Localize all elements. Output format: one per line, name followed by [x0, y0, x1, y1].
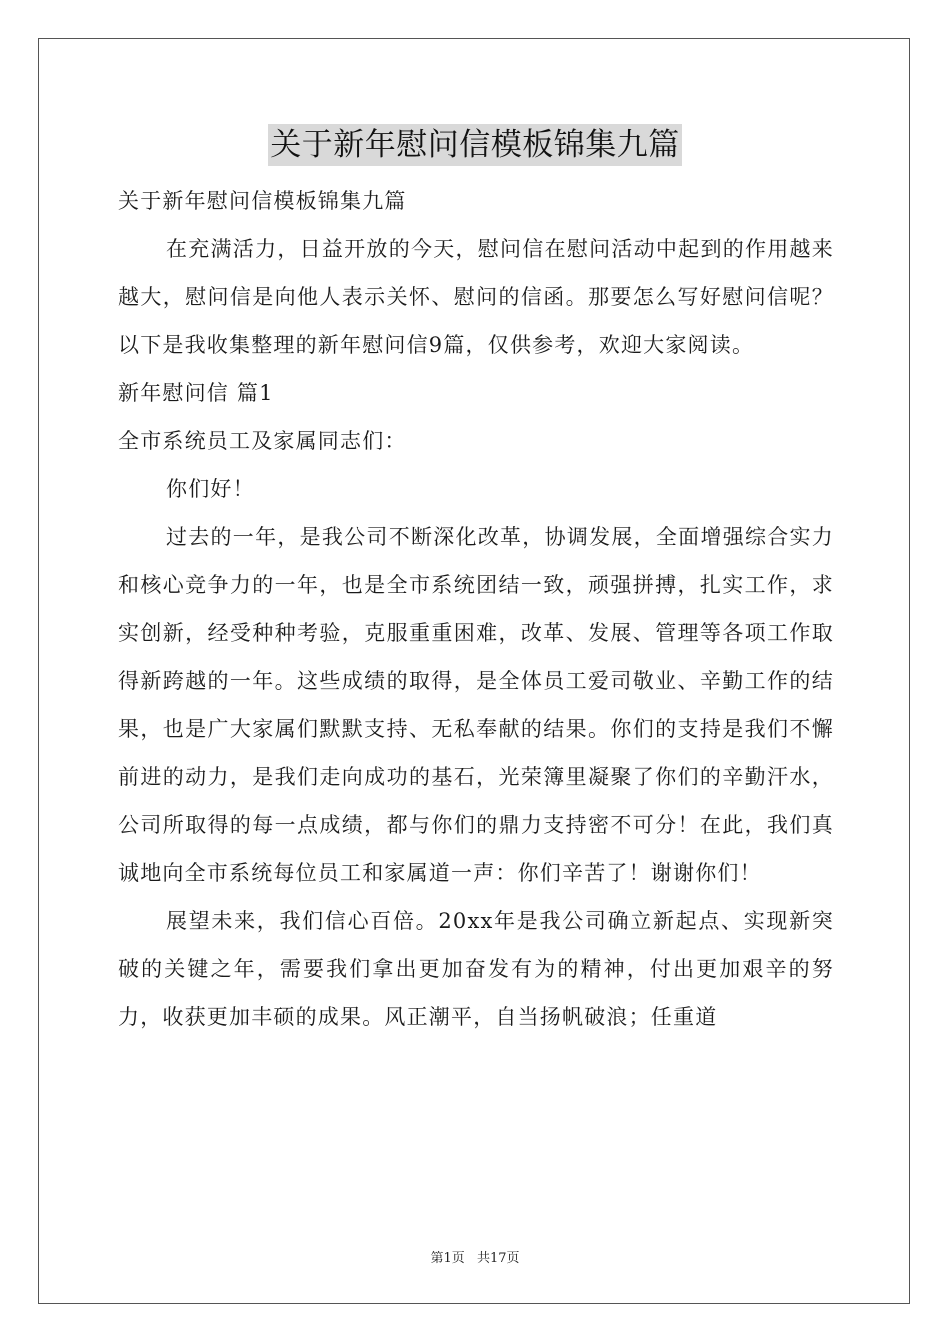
body-paragraph: 展望未来，我们信心百倍。20xx年是我公司确立新起点、实现新突破的关键之年，需要我们拿出更加奋发有为的精神，付出更加艰辛的努力，收获更加丰硕的成果。风正潮平，自当扬帆破浪；任重道 — [118, 909, 834, 1029]
body-paragraph: 过去的一年，是我公司不断深化改革，协调发展，全面增强综合实力和核心竞争力的一年，也是全市系统团结一致，顽强拼搏，扎实工作，求实创新，经受种种考验，克服重重困难，改革、发展、管理等各项工作取得新跨越的一年。这些成绩的取得，是全体员工爱司敬业、辛勤工作的结果，也是广大家属们默默支持、无私奉献的结果。你们的支持是我们不懈前进的动力，是我们走向成功的基石，光荣簿里凝聚了你们的辛勤汗水，公司所取得的每一点成绩，都与你们的鼎力支持密不可分！在此，我们真诚地向全市系统每位员工和家属道一声：你们辛苦了！谢谢你们！ — [118, 525, 834, 885]
page-footer — [0, 1250, 950, 1268]
salutation: 全市系统员工及家属同志们： — [118, 429, 407, 453]
document-body — [118, 177, 834, 1041]
page-number: 第1页 — [430, 1251, 465, 1266]
document-title: 关于新年慰问信模板锦集九篇 — [268, 124, 682, 166]
section-heading: 新年慰问信 篇1 — [118, 381, 274, 405]
title-container — [0, 124, 950, 166]
total-pages: 共17页 — [476, 1251, 520, 1266]
greeting: 你们好！ — [166, 477, 255, 501]
body-paragraph: 关于新年慰问信模板锦集九篇 — [118, 189, 407, 213]
body-paragraph: 在充满活力，日益开放的今天，慰问信在慰问活动中起到的作用越来越大，慰问信是向他人表示关怀、慰问的信函。那要怎么写好慰问信呢？以下是我收集整理的新年慰问信9篇，仅供参考，欢迎大家阅读。 — [118, 237, 834, 357]
